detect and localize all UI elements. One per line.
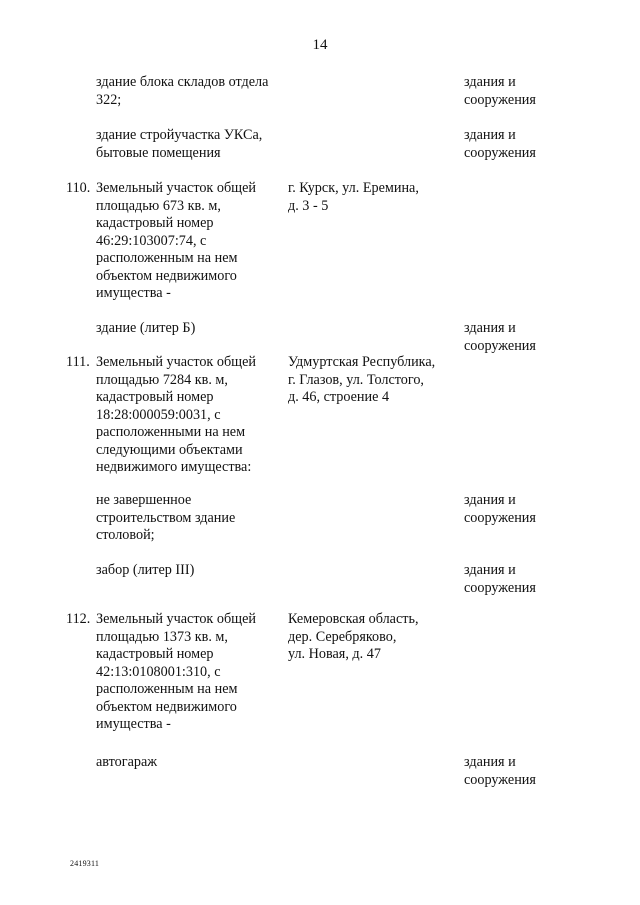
item-description-line: имущества - bbox=[96, 285, 171, 301]
item-address-line: дер. Серебряково, bbox=[288, 628, 397, 645]
item-number: 111. bbox=[66, 354, 90, 370]
item-description-line: площадью 7284 кв. м, bbox=[96, 371, 228, 388]
item-description-line: строительством здание bbox=[96, 509, 236, 526]
item-description-line: здание стройучастка УКСа, bbox=[96, 127, 263, 143]
item-description-line: расположенными на нем bbox=[96, 424, 246, 440]
item-description-line: Земельный участок общей bbox=[96, 180, 256, 196]
item-category bbox=[464, 754, 574, 789]
item-description bbox=[96, 754, 281, 772]
item-description bbox=[96, 492, 281, 545]
item-description-line: не завершенное bbox=[96, 492, 192, 508]
item-address-line: г. Глазов, ул. Толстого, bbox=[288, 371, 424, 388]
item-address-line: д. 46, строение 4 bbox=[288, 389, 390, 405]
item-description-line: 18:28:000059:0031, с bbox=[96, 406, 221, 423]
item-category bbox=[464, 562, 574, 597]
item-description bbox=[96, 320, 281, 338]
item-description-line: объектом недвижимого bbox=[96, 267, 237, 284]
item-address bbox=[288, 180, 453, 215]
item-description-line: забор (литер III) bbox=[96, 562, 195, 578]
item-address-line: Удмуртская Республика, bbox=[288, 354, 436, 370]
item-category-line: здания и bbox=[464, 320, 516, 336]
item-category-line: здания и bbox=[464, 127, 516, 143]
item-address bbox=[288, 354, 453, 407]
item-description-line: столовой; bbox=[96, 527, 155, 543]
item-description-line: здание (литер Б) bbox=[96, 320, 196, 336]
item-description-line: кадастровый номер bbox=[96, 215, 214, 231]
item-category bbox=[464, 127, 574, 162]
item-category-line: сооружения bbox=[464, 91, 536, 108]
item-category-line: сооружения bbox=[464, 579, 536, 596]
item-description-line: следующими объектами bbox=[96, 441, 243, 458]
item-category bbox=[464, 74, 574, 109]
item-description-line: объектом недвижимого bbox=[96, 698, 237, 715]
item-category-line: здания и bbox=[464, 74, 516, 90]
item-category bbox=[464, 320, 574, 355]
item-description bbox=[96, 562, 281, 580]
item-description bbox=[96, 611, 281, 734]
item-address-line: д. 3 - 5 bbox=[288, 197, 329, 214]
item-description-line: 46:29:103007:74, с bbox=[96, 232, 207, 249]
item-category-line: сооружения bbox=[464, 144, 536, 161]
item-category-line: сооружения bbox=[464, 771, 536, 788]
item-description-line: бытовые помещения bbox=[96, 144, 221, 161]
item-category-line: здания и bbox=[464, 754, 516, 770]
item-number: 112. bbox=[66, 611, 91, 627]
item-description-line: площадью 673 кв. м, bbox=[96, 197, 221, 214]
item-description bbox=[96, 180, 281, 303]
item-description-line: здание блока складов отдела bbox=[96, 74, 269, 90]
item-category bbox=[464, 492, 574, 527]
item-description-line: расположенным на нем bbox=[96, 681, 238, 697]
item-category-line: сооружения bbox=[464, 337, 536, 354]
item-description-line: расположенным на нем bbox=[96, 250, 238, 266]
item-description bbox=[96, 127, 281, 162]
item-category-line: сооружения bbox=[464, 509, 536, 526]
item-description bbox=[96, 354, 281, 477]
item-address-line: ул. Новая, д. 47 bbox=[288, 646, 381, 662]
item-description-line: автогараж bbox=[96, 754, 158, 770]
item-description-line: площадью 1373 кв. м, bbox=[96, 628, 228, 645]
item-description-line: кадастровый номер bbox=[96, 389, 214, 405]
item-category-line: здания и bbox=[464, 492, 516, 508]
item-category-line: здания и bbox=[464, 562, 516, 578]
item-number: 110. bbox=[66, 180, 91, 196]
item-address bbox=[288, 611, 453, 664]
item-description-line: 322; bbox=[96, 91, 122, 108]
page-number: 14 bbox=[312, 37, 328, 53]
item-description-line: Земельный участок общей bbox=[96, 611, 256, 627]
document-id: 2419311 bbox=[70, 859, 100, 868]
item-description-line: имущества - bbox=[96, 716, 171, 732]
item-description-line: недвижимого имущества: bbox=[96, 459, 252, 475]
item-address-line: г. Курск, ул. Еремина, bbox=[288, 180, 419, 196]
item-address-line: Кемеровская область, bbox=[288, 611, 419, 627]
item-description-line: Земельный участок общей bbox=[96, 354, 256, 370]
item-description bbox=[96, 74, 281, 109]
item-description-line: кадастровый номер bbox=[96, 646, 214, 662]
item-description-line: 42:13:0108001:310, с bbox=[96, 663, 221, 680]
